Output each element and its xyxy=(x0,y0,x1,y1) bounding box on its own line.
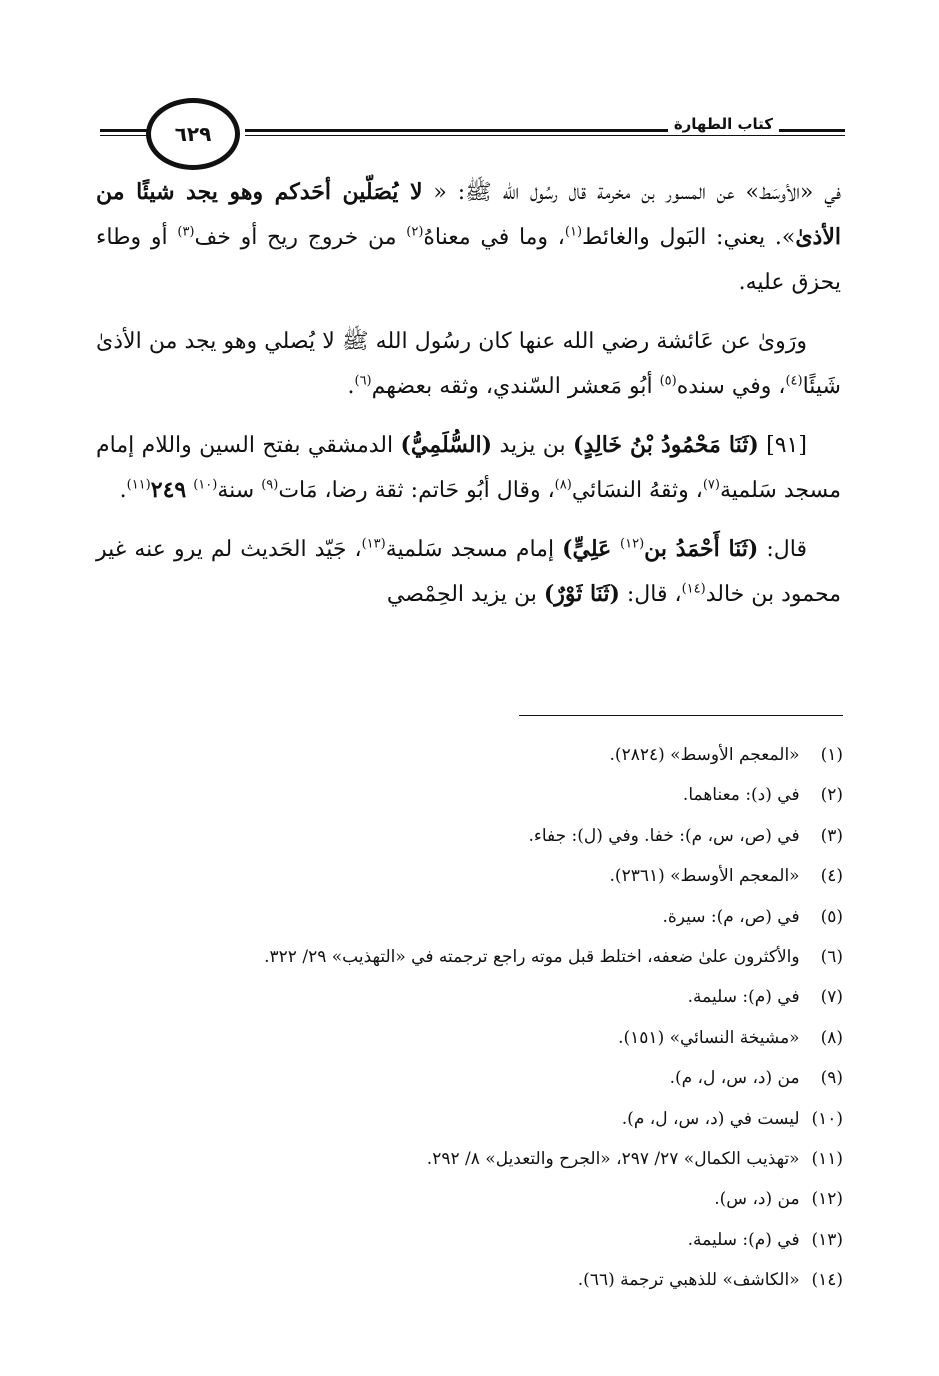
header-rule-right-thin xyxy=(245,135,845,136)
footnotes xyxy=(83,735,843,1301)
footnote-ref[interactable]: (١) xyxy=(564,224,583,240)
footnote-item: (١) «المعجم الأوسط» (٢٨٢٤). xyxy=(609,745,843,765)
footnote-item: (٣) في (ص، س، م): خفا. وفي (ل): جفاء. xyxy=(528,825,843,846)
footnote-ref[interactable]: (١٤) xyxy=(681,581,706,597)
footnote-item: (١١) «تهذيب الكمال» ٢٧/ ٢٩٧، «الجرح والتعديل» ٨/ ٢٩٢. xyxy=(426,1149,843,1170)
footnote-item: (٢) في (د): معناهما. xyxy=(682,785,843,806)
paragraph-1: في «الأوسَط» عن المسور بن مخرمة قال رسُول الله ﷺ: « لا يُصَلّين أحَدكم وهو يجد شيئًا من الأذىٰ». يعني: البَول والغائط$^{(١)}$، وما في معناهُ$^{(٢)}$ من خروج ريح أو خف$^{(٣)}$ أو وطاء يحزق عليه. xyxy=(96,179,842,295)
footnote-item: (٩) من (د، س، ل، م). xyxy=(669,1068,843,1089)
footnote-ref[interactable]: (٥) xyxy=(659,373,677,389)
page-header xyxy=(100,98,845,164)
page-number-badge xyxy=(146,98,240,170)
footnote-item: (١٤) «الكاشف» للذهبي ترجمة (٦٦). xyxy=(577,1270,843,1291)
footnote-item: (٥) في (ص، م): سيرة. xyxy=(662,906,843,927)
page-number: ٦٢٩ xyxy=(174,122,212,146)
footnote-item: (٧) في (م): سليمة. xyxy=(687,987,843,1008)
footnote-ref[interactable]: (١٣) xyxy=(361,536,386,552)
paragraph-2: ورَوىٰ عن عَائشة رضي الله عنها كان رسُول الله ﷺ لا يُصلي وهو يجد من الأذىٰ شَيئًا$^{(٤)}$، وفي سنده$^{(٥)}$ أبُو مَعشر السّندي، وثقه بعضهم$^{(٦)}$. xyxy=(96,329,841,399)
footnote-ref[interactable]: (٦) xyxy=(354,373,372,389)
footnote-ref[interactable]: (٧) xyxy=(702,477,720,493)
footnote-ref[interactable]: (١١) xyxy=(126,477,151,493)
running-title: كتاب الطهارة xyxy=(668,115,779,133)
footnote-item: (١٣) في (م): سليمة. xyxy=(687,1229,843,1250)
header-rule-left-thin xyxy=(100,135,150,136)
footnote-ref[interactable]: (٢) xyxy=(406,224,424,240)
paragraph-3: [٩١] (ثَنَا مَحْمُودُ بْنُ خَالِدٍ) بن يزيد (السُّلَمِيُّ) الدمشقي بفتح السين واللام إمام مسجد سَلمية$^{(٧)}$، وثقهُ النسَائي$^{(٨)}$، وقال أبُو حَاتم: ثقة رضا، مَات$^{(٩)}$ سنة$^{(١٠)}$ ٢٤٩$^{(١١)}$. xyxy=(96,432,841,503)
footnote-ref[interactable]: (٨) xyxy=(554,477,572,493)
paragraph-4: قال: (ثَنَا أَحْمَدُ بن$^{(١٢)}$ عَلِيٍّ) إمام مسجد سَلمية$^{(١٣)}$، جَيّد الحَديث لم يرو عنه غير محمود بن خالد$^{(١٤)}$، قال: (ثَنَا ثَوْرٌ) بن يزيد الحِمْصي xyxy=(96,536,841,607)
footnote-item: (٦) والأكثرون علىٰ ضعفه، اختلط قبل موته راجع ترجمته في «التهذيب» ٢٩/ ٣٢٢. xyxy=(264,947,843,968)
footnote-ref[interactable]: (٩) xyxy=(261,477,279,493)
footnote-separator xyxy=(519,715,843,716)
footnote-ref[interactable]: (١٢) xyxy=(620,536,645,552)
header-rule-left xyxy=(100,129,150,132)
footnote-item: (٨) «مشيخة النسائي» (١٥١). xyxy=(618,1027,843,1048)
footnote-ref[interactable]: (١٠) xyxy=(193,477,218,493)
footnote-ref[interactable]: (٤) xyxy=(785,373,803,389)
footnote-item: (١٠) ليست في (د، س، ل، م). xyxy=(621,1108,843,1129)
footnote-item: (١٢) من (د، س). xyxy=(714,1189,843,1210)
footnote-item: (٤) «المعجم الأوسط» (٢٣٦١). xyxy=(609,866,843,887)
footnote-ref[interactable]: (٣) xyxy=(177,224,195,240)
main-text xyxy=(96,170,841,631)
